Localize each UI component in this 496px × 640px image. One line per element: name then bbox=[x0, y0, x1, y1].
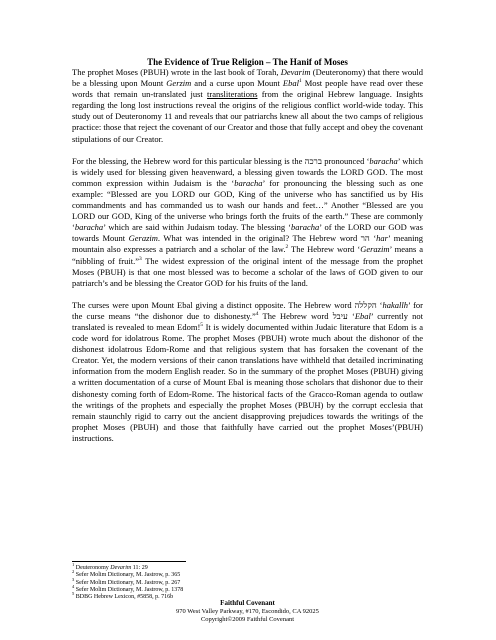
paragraph-2 bbox=[72, 156, 423, 289]
footnote-number: 5 bbox=[72, 591, 75, 597]
footnote-tail: 11: 29 bbox=[131, 565, 148, 571]
text-run: The curses were upon Mount Ebal giving a distinct opposite. The Hebrew word הקללה ‘ bbox=[72, 299, 383, 310]
footer-address: 970 West Valley Parkway, #170, Escondido, CA 92025 bbox=[176, 608, 319, 615]
footnote-text: Sefer Molim Dictionary, M. Jastrow, p. 1378 bbox=[74, 586, 184, 593]
footnote-text: Deuteronomy bbox=[74, 565, 111, 571]
text-run: ’ meaning mountain also expresses a patriarch and a scholar of the law. bbox=[72, 233, 423, 255]
text-run: ’ means a “nibbling of fruit.” bbox=[72, 244, 424, 266]
text-run: ’ currently not translated is revealed to mean Edom! bbox=[72, 310, 423, 332]
text-run: Most people have read over these words that remain un-translated just bbox=[72, 78, 424, 100]
italic-term: baracha bbox=[74, 222, 104, 233]
text-run: ’ of the LORD our GOD was towards Mount bbox=[72, 222, 423, 244]
footnote-ref: 4 bbox=[255, 311, 259, 318]
page-footer bbox=[72, 599, 423, 624]
italic-term: baracha bbox=[369, 155, 398, 166]
document-body bbox=[72, 57, 423, 444]
text-run: For the blessing, the Hebrew word for this particular blessing is the ברכה pronounced ‘ bbox=[72, 155, 370, 166]
paragraph-1 bbox=[72, 67, 423, 145]
italic-term: Gerazim bbox=[360, 244, 390, 255]
italic-term: har bbox=[376, 233, 388, 244]
footnote-number: 3 bbox=[72, 576, 75, 582]
text-run: It is widely documented within Judaic literature that Edom is a code word for idolatrous Rome. The prophet Moses (PBUH) wrote much about the dishonor of the dishonest idolatrous Edom-Rome and that religious system that has forsaken the covenant of the Creator. Yet, the modern versions of their canon translations have withheld that detailed incriminating information from the modern English reader. So in the summary of the prophet Moses (PBUH) giving a written documentation of a curse of Mount Ebal is meaning those scholars that dishonor due to their dishonesty coming forth of Edom-Rome. The historical facts of the Gracco-Roman agenda to outlaw the writings of the prophets and especially the prophet Moses (PBUH) by the corrupt ecclesia that remain staunchly rigid to carry out the ancient disapproving prejudices towards the writings of the prophet Moses (PBUH) and those that faithfully have carried out the prophet Moses’(PBUH) instructions. bbox=[72, 321, 423, 443]
text-run: The Hebrew word ‘ bbox=[288, 244, 361, 255]
text-run: and a curse upon Mount bbox=[191, 78, 283, 89]
footnote-2 bbox=[72, 569, 423, 579]
document-title: The Evidence of True Religion – The Hanif of Moses bbox=[147, 57, 348, 67]
footer-copyright: Copyright©2009 Faithful Covenant bbox=[200, 616, 295, 623]
footnote-ref: 3 bbox=[139, 255, 142, 262]
italic-term: Ebal bbox=[282, 78, 299, 89]
paragraph-3 bbox=[72, 300, 423, 444]
footnote-italic: Devarim bbox=[110, 565, 132, 571]
text-run: ’ which is widely used for blessing given heavenward, a blessing given towards the LORD GOD. The most common expression within Judaism is the ‘ bbox=[72, 155, 423, 188]
text-run: ’ which are said within Judaism today. The blessing ‘ bbox=[103, 222, 291, 233]
text-run: from the original Hebrew language. Insights regarding the long lost instructions reveal the origins of the religious conflict world-wide today. This study out of Deuteronomy 11 and reveals that our patriarchs knew all about the two camps of religious practice: those that reject the covenant of our Creator and those that fully accept and obey the covenant stipulations of our Creator. bbox=[72, 89, 423, 144]
italic-term: Gerzim bbox=[166, 78, 192, 89]
text-run: The Hebrew word עיבל ‘ bbox=[258, 310, 355, 321]
footnote-3 bbox=[72, 576, 423, 587]
footnote-list bbox=[72, 562, 423, 601]
italic-term: hakallh bbox=[382, 299, 408, 310]
text-run: (Deuteronomy) that there would be a blessing upon Mount bbox=[72, 67, 423, 89]
footnote-number: 2 bbox=[72, 569, 75, 575]
text-run: The widest expression of the original intent of the message from the prophet Moses (PBUH) is that one most blessed was to become a scholar of the laws of GOD given to our patriarch’s and be blessing the Creator GOD for his fruits of the land. bbox=[72, 255, 423, 288]
italic-term: baracha bbox=[290, 222, 320, 233]
footnote-text: Sefer Molim Dictionary, M. Jastrow, p. 365 bbox=[74, 572, 181, 579]
text-run: The prophet Moses (PBUH) wrote in the last book of Torah, bbox=[72, 67, 281, 77]
footnote-ref: 5 bbox=[200, 322, 204, 329]
text-run: . What was intended in the original? The Hebrew word הר ‘ bbox=[157, 233, 377, 244]
footnote-text: BDBG Hebrew Lexicon, #5858, p. 716b bbox=[74, 594, 174, 601]
footnote-divider bbox=[72, 561, 186, 562]
footnote-number: 1 bbox=[72, 562, 75, 567]
italic-term: baracha bbox=[234, 177, 263, 188]
text-run: ’ for pronouncing the blessing such as one example: “Blessed are you LORD our GOD, King of the universe who has sanctified us by His commandments and has commanded us to wash our hands and feet…” Another “Blessed are you LORD our GOD, King of the universe who brings forth the fruits of the earth.” These are commonly ‘ bbox=[72, 177, 423, 233]
footnote-ref: 1 bbox=[298, 78, 302, 85]
text-run: ’ for the curse means “the dishonor due to dishonesty.” bbox=[72, 299, 423, 321]
footnote-ref: 2 bbox=[285, 244, 289, 251]
italic-term: Devarim bbox=[280, 67, 311, 77]
footer-organization: Faithful Covenant bbox=[220, 599, 275, 607]
underlined-term: transliterations bbox=[207, 89, 258, 100]
footnote-text: Sefer Molim Dictionary, M. Jastrow, p. 267 bbox=[74, 579, 181, 586]
footnote-number: 4 bbox=[72, 583, 75, 589]
italic-term: Gerazim bbox=[128, 233, 158, 244]
footnotes bbox=[72, 561, 423, 601]
italic-term: Ebal bbox=[354, 310, 371, 321]
